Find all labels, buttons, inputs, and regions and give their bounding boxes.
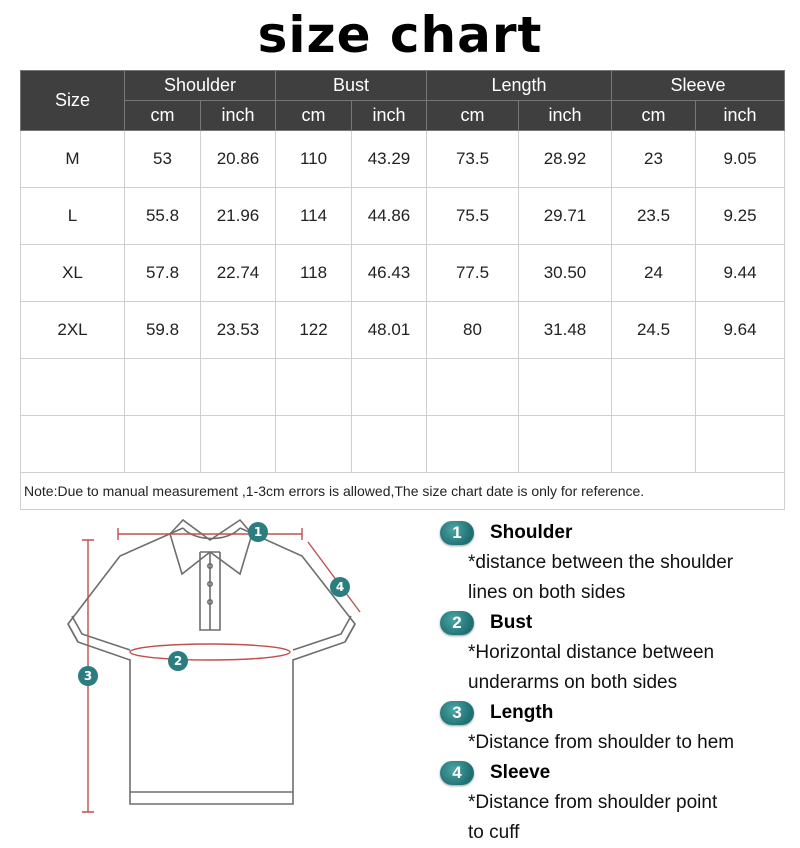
group-header-length: Length	[427, 71, 612, 101]
table-row	[21, 359, 785, 416]
value-cell: 30.50	[519, 245, 612, 302]
svg-text:3: 3	[83, 669, 93, 683]
value-cell: 24.5	[612, 302, 696, 359]
value-cell: 9.05	[696, 131, 785, 188]
size-table	[20, 70, 785, 510]
legend-description: underarms on both sides	[468, 672, 678, 693]
value-cell	[352, 359, 427, 416]
value-cell: 21.96	[201, 188, 276, 245]
group-header-shoulder: Shoulder	[125, 71, 276, 101]
value-cell	[352, 416, 427, 473]
value-cell: 9.64	[696, 302, 785, 359]
legend-item-shoulder	[440, 518, 780, 608]
unit-header: inch	[696, 101, 785, 131]
value-cell: 80	[427, 302, 519, 359]
size-column-header: Size	[21, 71, 125, 131]
number-badge: 2	[440, 611, 474, 635]
unit-header: inch	[519, 101, 612, 131]
value-cell	[612, 359, 696, 416]
value-cell: 122	[276, 302, 352, 359]
legend-description: *Distance from shoulder point	[468, 792, 718, 813]
shirt-outline	[68, 520, 355, 804]
value-cell: 9.44	[696, 245, 785, 302]
legend-title: Shoulder	[490, 522, 573, 543]
sleeve-line	[308, 542, 360, 612]
group-header-sleeve: Sleeve	[612, 71, 785, 101]
measurement-legend	[440, 518, 780, 848]
size-cell: M	[21, 131, 125, 188]
size-cell	[21, 359, 125, 416]
bust-line	[130, 644, 290, 660]
polo-shirt-diagram	[60, 512, 390, 832]
value-cell: 53	[125, 131, 201, 188]
legend-description: to cuff	[468, 822, 520, 843]
unit-header: inch	[201, 101, 276, 131]
value-cell: 24	[612, 245, 696, 302]
unit-header: cm	[612, 101, 696, 131]
legend-item-length	[440, 698, 780, 758]
badge-3	[78, 666, 98, 686]
value-cell: 73.5	[427, 131, 519, 188]
value-cell: 22.74	[201, 245, 276, 302]
value-cell	[519, 359, 612, 416]
badge-4	[330, 577, 350, 597]
value-cell	[276, 416, 352, 473]
value-cell: 118	[276, 245, 352, 302]
number-badge: 3	[440, 701, 474, 725]
value-cell: 77.5	[427, 245, 519, 302]
value-cell	[201, 416, 276, 473]
legend-item-bust	[440, 608, 780, 698]
value-cell: 20.86	[201, 131, 276, 188]
size-cell	[21, 416, 125, 473]
value-cell	[427, 359, 519, 416]
unit-header: cm	[427, 101, 519, 131]
measure-lines	[82, 528, 360, 812]
value-cell: 114	[276, 188, 352, 245]
value-cell: 31.48	[519, 302, 612, 359]
value-cell	[519, 416, 612, 473]
legend-description: *Distance from shoulder to hem	[468, 732, 735, 753]
size-cell: 2XL	[21, 302, 125, 359]
value-cell: 75.5	[427, 188, 519, 245]
legend-title: Sleeve	[490, 762, 551, 783]
legend-item-sleeve	[440, 758, 780, 848]
value-cell	[612, 416, 696, 473]
value-cell	[125, 359, 201, 416]
number-badge: 4	[440, 761, 474, 785]
legend-description: *distance between the shoulder	[468, 552, 734, 573]
badge-2	[168, 651, 188, 671]
legend-title: Length	[490, 702, 554, 723]
table-row	[21, 245, 785, 302]
value-cell: 110	[276, 131, 352, 188]
value-cell	[201, 359, 276, 416]
table-row	[21, 131, 785, 188]
polo-shirt-illustration	[60, 512, 390, 832]
svg-text:1: 1	[253, 525, 263, 539]
value-cell: 23.53	[201, 302, 276, 359]
table-row	[21, 302, 785, 359]
value-cell: 46.43	[352, 245, 427, 302]
legend-description: *Horizontal distance between	[468, 642, 715, 663]
svg-text:2: 2	[173, 654, 183, 668]
value-cell: 28.92	[519, 131, 612, 188]
legend-description: lines on both sides	[468, 582, 626, 603]
unit-header: cm	[276, 101, 352, 131]
value-cell	[427, 416, 519, 473]
value-cell: 59.8	[125, 302, 201, 359]
value-cell: 23.5	[612, 188, 696, 245]
unit-header: cm	[125, 101, 201, 131]
value-cell	[696, 359, 785, 416]
value-cell: 55.8	[125, 188, 201, 245]
value-cell: 9.25	[696, 188, 785, 245]
value-cell: 23	[612, 131, 696, 188]
group-header-bust: Bust	[276, 71, 427, 101]
value-cell: 57.8	[125, 245, 201, 302]
table-row	[21, 416, 785, 473]
table-row	[21, 188, 785, 245]
size-cell: XL	[21, 245, 125, 302]
page-title: size chart	[257, 6, 543, 64]
number-badge: 1	[440, 521, 474, 545]
svg-text:4: 4	[335, 580, 345, 594]
size-cell: L	[21, 188, 125, 245]
unit-header: inch	[352, 101, 427, 131]
value-cell: 48.01	[352, 302, 427, 359]
legend-title: Bust	[490, 612, 533, 633]
table-note: Note:Due to manual measurement ,1-3cm errors is allowed,The size chart date is only for reference.	[21, 473, 785, 510]
value-cell	[276, 359, 352, 416]
badge-1	[248, 522, 268, 542]
value-cell: 43.29	[352, 131, 427, 188]
diagram-badges	[78, 522, 350, 686]
value-cell: 29.71	[519, 188, 612, 245]
value-cell: 44.86	[352, 188, 427, 245]
value-cell	[696, 416, 785, 473]
value-cell	[125, 416, 201, 473]
